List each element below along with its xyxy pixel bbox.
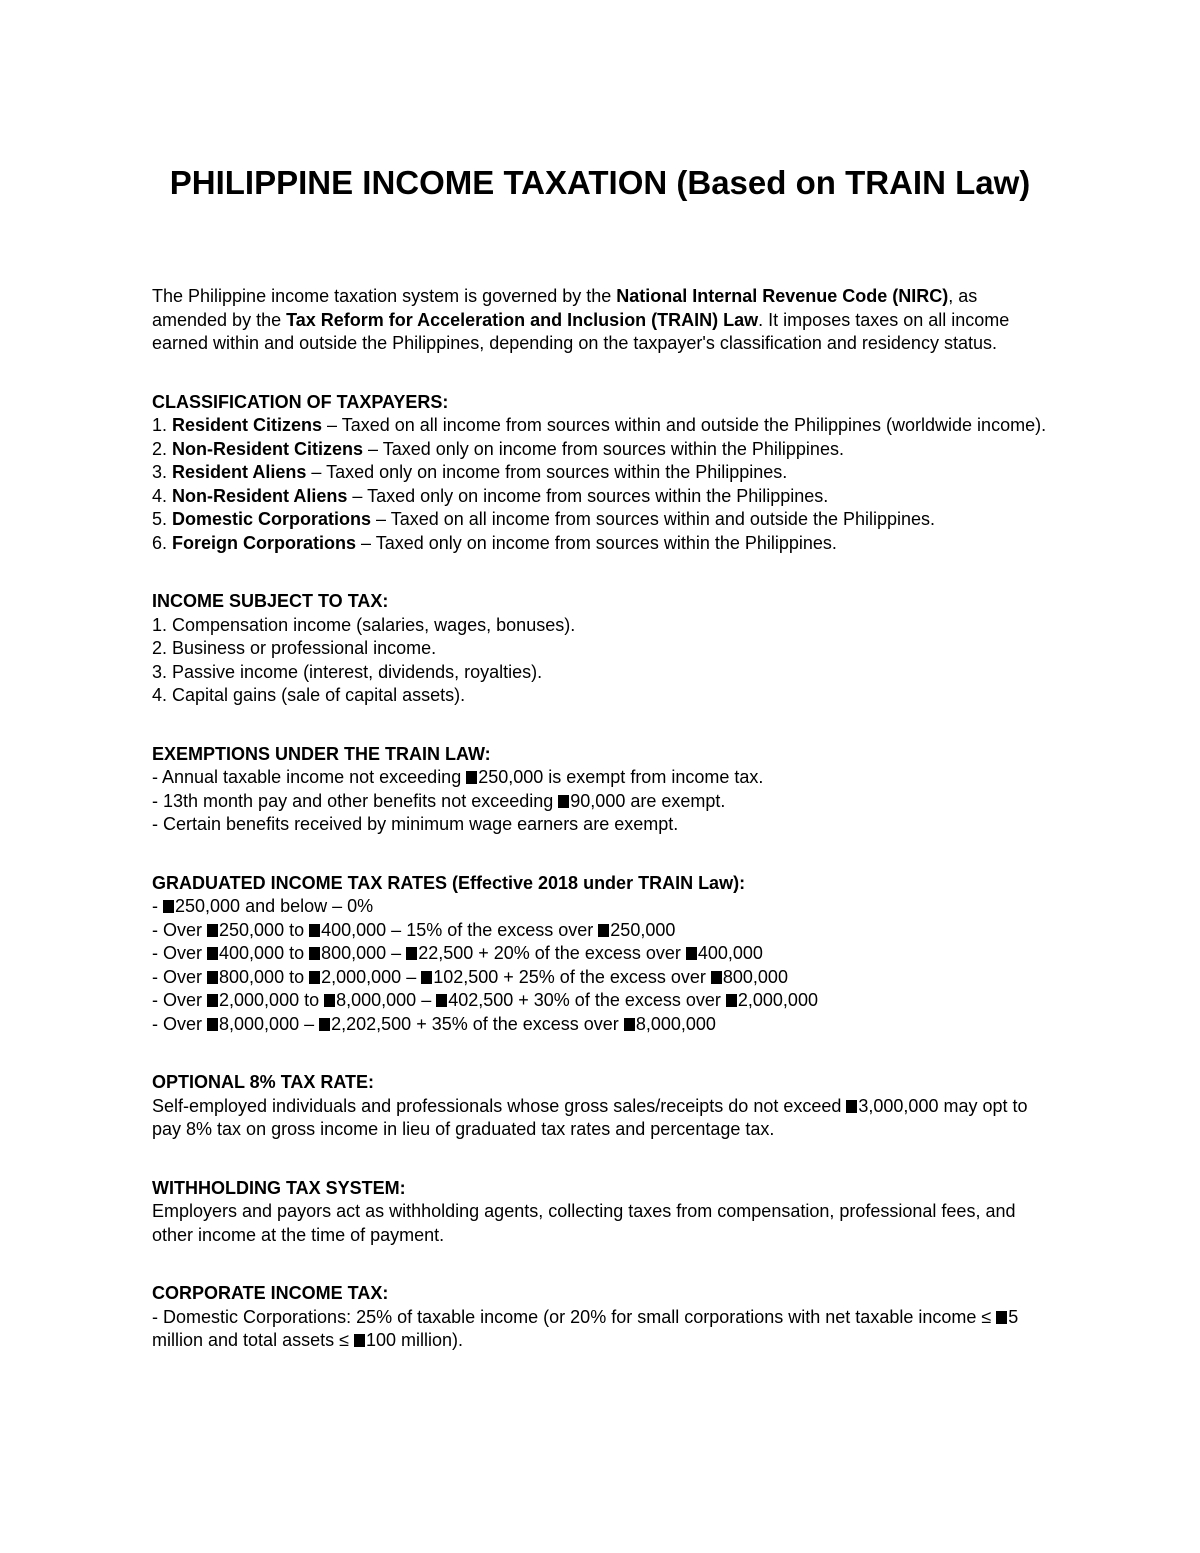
item-number: 4.	[152, 485, 173, 506]
black-square-icon	[558, 795, 569, 808]
item-term: Non-Resident Aliens	[172, 485, 348, 506]
text-run: 3,000,000 may opt to pay 8% tax on gross income in lieu of graduated tax rates and percentage tax.	[152, 1095, 1028, 1139]
list-item	[152, 766, 1057, 790]
withholding-section	[152, 1177, 1057, 1248]
black-square-icon	[207, 947, 218, 960]
text-run: - 13th month pay and other benefits not exceeding	[152, 790, 559, 811]
text-run: - Over	[152, 1013, 208, 1034]
black-square-icon	[996, 1311, 1007, 1324]
text-run: 400,000	[697, 943, 763, 963]
text-run: 2,000,000 to	[219, 990, 325, 1010]
text-run: Self-employed individuals and professionals whose gross sales/receipts do not exceed	[152, 1095, 847, 1116]
list-item: 1. Compensation income (salaries, wages, bonuses).	[152, 614, 576, 635]
text-run: 8,000,000 –	[336, 990, 437, 1010]
black-square-icon	[207, 971, 218, 984]
item-term: Non-Resident Citizens	[172, 438, 364, 459]
document-title: PHILIPPINE INCOME TAXATION (Based on TRAIN Law)	[169, 164, 1031, 201]
item-term: Domestic Corporations	[172, 509, 372, 529]
list-item	[152, 485, 1057, 509]
black-square-icon	[163, 900, 174, 913]
text-run: 2,000,000 –	[321, 966, 422, 987]
text-run: 100 million).	[365, 1330, 464, 1350]
exemptions-section	[152, 743, 1057, 837]
text-run: 250,000 and below – 0%	[175, 896, 374, 916]
text-run: - Domestic Corporations: 25% of taxable income (or 20% for small corporations with net taxable income ≤	[152, 1306, 997, 1327]
text-run: 400,000 – 15% of the excess over	[321, 919, 599, 940]
item-term: Foreign Corporations	[172, 532, 357, 553]
list-item	[152, 895, 1057, 919]
black-square-icon	[726, 994, 737, 1007]
list-item: 2. Business or professional income.	[152, 638, 437, 658]
text-run: 2,000,000	[737, 990, 818, 1010]
list-item	[152, 532, 1057, 556]
item-number: 3.	[152, 462, 173, 482]
list-item: 3. Passive income (interest, dividends, royalties).	[152, 661, 543, 682]
list-item	[152, 508, 1057, 532]
corporate-section	[152, 1282, 1057, 1353]
intro-text-2: , as amended by the	[152, 286, 978, 330]
rates-heading: GRADUATED INCOME TAX RATES (Effective 2018 under TRAIN Law):	[152, 872, 746, 893]
item-number: 6.	[152, 532, 173, 553]
list-item	[152, 438, 1057, 462]
black-square-icon	[421, 971, 432, 984]
corporate-heading: CORPORATE INCOME TAX:	[152, 1283, 389, 1303]
classification-heading: CLASSIFICATION OF TAXPAYERS:	[152, 391, 449, 412]
text-run: - Over	[152, 966, 208, 987]
exemptions-heading: EXEMPTIONS UNDER THE TRAIN LAW:	[152, 743, 491, 764]
black-square-icon	[207, 994, 218, 1007]
optional-heading: OPTIONAL 8% TAX RATE:	[152, 1072, 375, 1092]
text-run: - Over	[152, 943, 208, 963]
text-run: 800,000 to	[219, 966, 310, 987]
black-square-icon	[207, 924, 218, 937]
text-run: - Over	[152, 919, 208, 940]
item-description: – Taxed on all income from sources within and outside the Philippines (worldwide income).	[322, 415, 1047, 435]
corporate-paragraph	[152, 1306, 1057, 1353]
text-run: - Over	[152, 990, 208, 1010]
text-run: - Annual taxable income not exceeding	[152, 767, 467, 787]
black-square-icon	[711, 971, 722, 984]
item-term: Resident Citizens	[172, 415, 323, 435]
list-item: 4. Capital gains (sale of capital assets).	[152, 685, 466, 705]
list-item: - Certain benefits received by minimum wage earners are exempt.	[152, 814, 679, 834]
document-body	[152, 285, 1057, 1388]
item-number: 2.	[152, 438, 173, 459]
list-item	[152, 966, 1057, 990]
text-run: 5 million and total assets ≤	[152, 1306, 1019, 1350]
text-run: 22,500 + 20% of the excess over	[418, 943, 686, 963]
black-square-icon	[436, 994, 447, 1007]
text-run: -	[152, 896, 163, 916]
list-item	[152, 942, 1057, 966]
black-square-icon	[624, 1018, 635, 1031]
black-square-icon	[846, 1100, 857, 1113]
item-description: – Taxed only on income from sources within the Philippines.	[363, 438, 844, 459]
item-description: – Taxed only on income from sources within the Philippines.	[356, 532, 837, 553]
list-item	[152, 790, 1057, 814]
income-heading: INCOME SUBJECT TO TAX:	[152, 591, 389, 611]
text-run: 250,000 to	[219, 919, 310, 940]
intro-text-3: . It imposes taxes on all income earned within and outside the Philippines, depending on the taxpayer's classification and residency status.	[152, 309, 1010, 353]
withholding-heading: WITHHOLDING TAX SYSTEM:	[152, 1177, 406, 1198]
intro-bold-nirc: National Internal Revenue Code (NIRC)	[616, 286, 949, 306]
black-square-icon	[324, 994, 335, 1007]
black-square-icon	[354, 1334, 365, 1347]
black-square-icon	[466, 771, 477, 784]
withholding-paragraph: Employers and payors act as withholding agents, collecting taxes from compensation, professional fees, and other income at the time of payment.	[152, 1201, 1016, 1245]
intro-section	[152, 285, 1057, 356]
black-square-icon	[309, 924, 320, 937]
text-run: 800,000	[722, 966, 788, 987]
black-square-icon	[207, 1018, 218, 1031]
item-description: – Taxed on all income from sources within and outside the Philippines.	[371, 509, 936, 529]
list-item	[152, 414, 1057, 438]
item-description: – Taxed only on income from sources within the Philippines.	[306, 462, 788, 482]
black-square-icon	[319, 1018, 330, 1031]
income-section	[152, 590, 1057, 708]
intro-bold-train: Tax Reform for Acceleration and Inclusion (TRAIN) Law	[286, 309, 759, 330]
text-run: 8,000,000 –	[219, 1013, 320, 1034]
text-run: 102,500 + 25% of the excess over	[433, 966, 711, 987]
intro-paragraph	[152, 285, 1057, 356]
text-run: 8,000,000	[635, 1013, 716, 1034]
list-item	[152, 989, 1057, 1013]
list-item	[152, 1013, 1057, 1037]
black-square-icon	[598, 924, 609, 937]
item-number: 1.	[152, 415, 173, 435]
rates-section	[152, 872, 1057, 1037]
text-run: 90,000 are exempt.	[570, 790, 726, 811]
item-number: 5.	[152, 509, 173, 529]
list-item	[152, 919, 1057, 943]
text-run: 250,000	[610, 919, 676, 940]
text-run: 250,000 is exempt from income tax.	[478, 767, 764, 787]
item-term: Resident Aliens	[172, 462, 307, 482]
text-run: 402,500 + 30% of the excess over	[448, 990, 726, 1010]
optional-rate-section	[152, 1071, 1057, 1142]
text-run: 2,202,500 + 35% of the excess over	[331, 1013, 624, 1034]
text-run: 400,000 to	[219, 943, 310, 963]
black-square-icon	[309, 947, 320, 960]
intro-text-1: The Philippine income taxation system is governed by the	[152, 286, 617, 306]
black-square-icon	[686, 947, 697, 960]
item-description: – Taxed only on income from sources within the Philippines.	[347, 485, 829, 506]
black-square-icon	[406, 947, 417, 960]
optional-paragraph	[152, 1095, 1057, 1142]
list-item	[152, 461, 1057, 485]
black-square-icon	[309, 971, 320, 984]
classification-section	[152, 391, 1057, 556]
text-run: 800,000 –	[321, 943, 407, 963]
